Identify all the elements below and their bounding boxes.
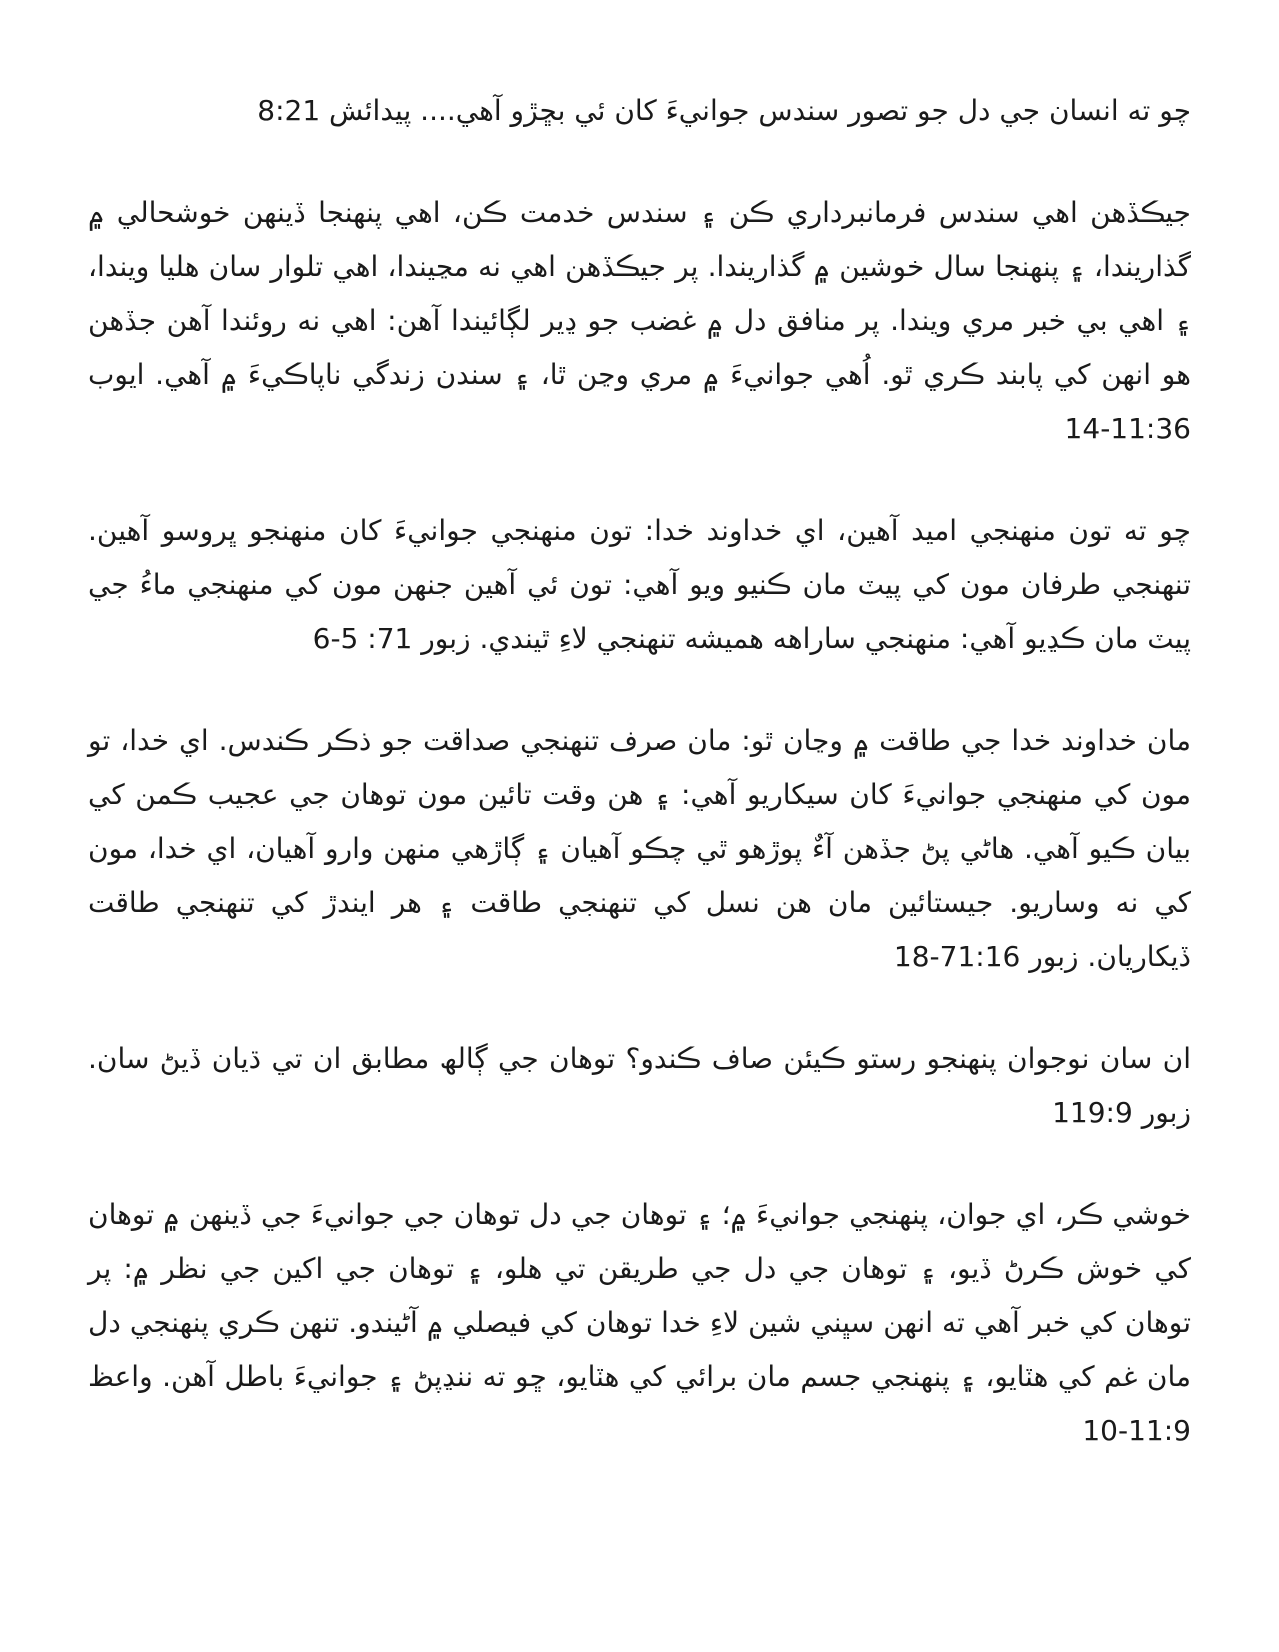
verse-text: جيڪڏهن اهي سندس فرمانبرداري ڪن ۽ سندس خدمت ڪن، اهي پنهنجا ڏينهن خوشحالي ۾ گذاريندا، ۽ پنهنجا سال خوشين ۾ گذاريندا. پر جيڪڏهن اهي نه مڃيندا، اهي تلوار سان هليا ويندا، ۽ اهي بي خبر مري ويندا. پر منافق دل ۾ غضب جو ڍير لڳائيندا آهن: اهي نه روئندا آهن جڏهن هو انهن کي پابند ڪري ٿو. اُهي جوانيءَ ۾ مري وڃن ٿا، ۽ سندن زندگي ناپاڪيءَ ۾ آهي. ايوب 11:36-14 bbox=[88, 196, 1191, 445]
verse-paragraph-1 bbox=[88, 84, 1191, 138]
verse-paragraph-2 bbox=[88, 186, 1191, 456]
document-page bbox=[88, 84, 1191, 1458]
verse-text: خوشي ڪر، اي جوان، پنهنجي جوانيءَ ۾؛ ۽ توهان جي دل توهان جي جوانيءَ جي ڏينهن ۾ توهان کي خوش ڪرڻ ڏيو، ۽ توهان جي دل جي طريقن تي هلو، ۽ توهان جي اکين جي نظر ۾: پر توهان کي خبر آهي ته انهن سڀني شين لاءِ خدا توهان کي فيصلي ۾ آڻيندو. تنهن ڪري پنهنجي دل مان غم کي هٽايو، ۽ پنهنجي جسم مان برائي کي هٽايو، ڇو ته ننڍپڻ ۽ جوانيءَ باطل آهن. واعظ 11:9-10 bbox=[88, 1198, 1191, 1447]
verse-paragraph-3 bbox=[88, 504, 1191, 666]
verse-text: چو ته تون منهنجي اميد آهين، اي خداوند خدا: تون منهنجي جوانيءَ کان منهنجو ڀروسو آهين. تنهنجي طرفان مون کي پيٽ مان ڪنيو ويو آهي: تون ئي آهين جنهن مون کي منهنجي ماءُ جي پيٽ مان ڪڍيو آهي: منهنجي ساراهه هميشه تنهنجي لاءِ ٿيندي. زبور 71: 5-6 bbox=[88, 514, 1191, 655]
verse-paragraph-5 bbox=[88, 1032, 1191, 1140]
verse-paragraph-6 bbox=[88, 1188, 1191, 1458]
verse-text: ان سان نوجوان پنهنجو رستو ڪيئن صاف ڪندو؟ توهان جي ڳالھ مطابق ان تي ڌيان ڏيڻ سان. زبور 119:9 bbox=[88, 1042, 1191, 1129]
verse-paragraph-4 bbox=[88, 714, 1191, 984]
verse-text: مان خداوند خدا جي طاقت ۾ وڃان ٿو: مان صرف تنهنجي صداقت جو ذڪر ڪندس. اي خدا، تو مون کي منهنجي جوانيءَ کان سيکاريو آهي: ۽ هن وقت تائين مون توهان جي عجيب ڪمن کي بيان ڪيو آهي. هاڻي پڻ جڏهن آءٌ پوڙهو ٿي چڪو آهيان ۽ ڳاڙهي منهن وارو آهيان، اي خدا، مون کي نه وساريو. جيستائين مان هن نسل کي تنهنجي طاقت ۽ هر ايندڙ کي تنهنجي طاقت ڏيکاريان. زبور 71:16-18 bbox=[88, 724, 1191, 973]
verse-text: چو ته انسان جي دل جو تصور سندس جوانيءَ کان ئي بڇڙو آهي.... پيدائش 8:21 bbox=[257, 94, 1191, 127]
